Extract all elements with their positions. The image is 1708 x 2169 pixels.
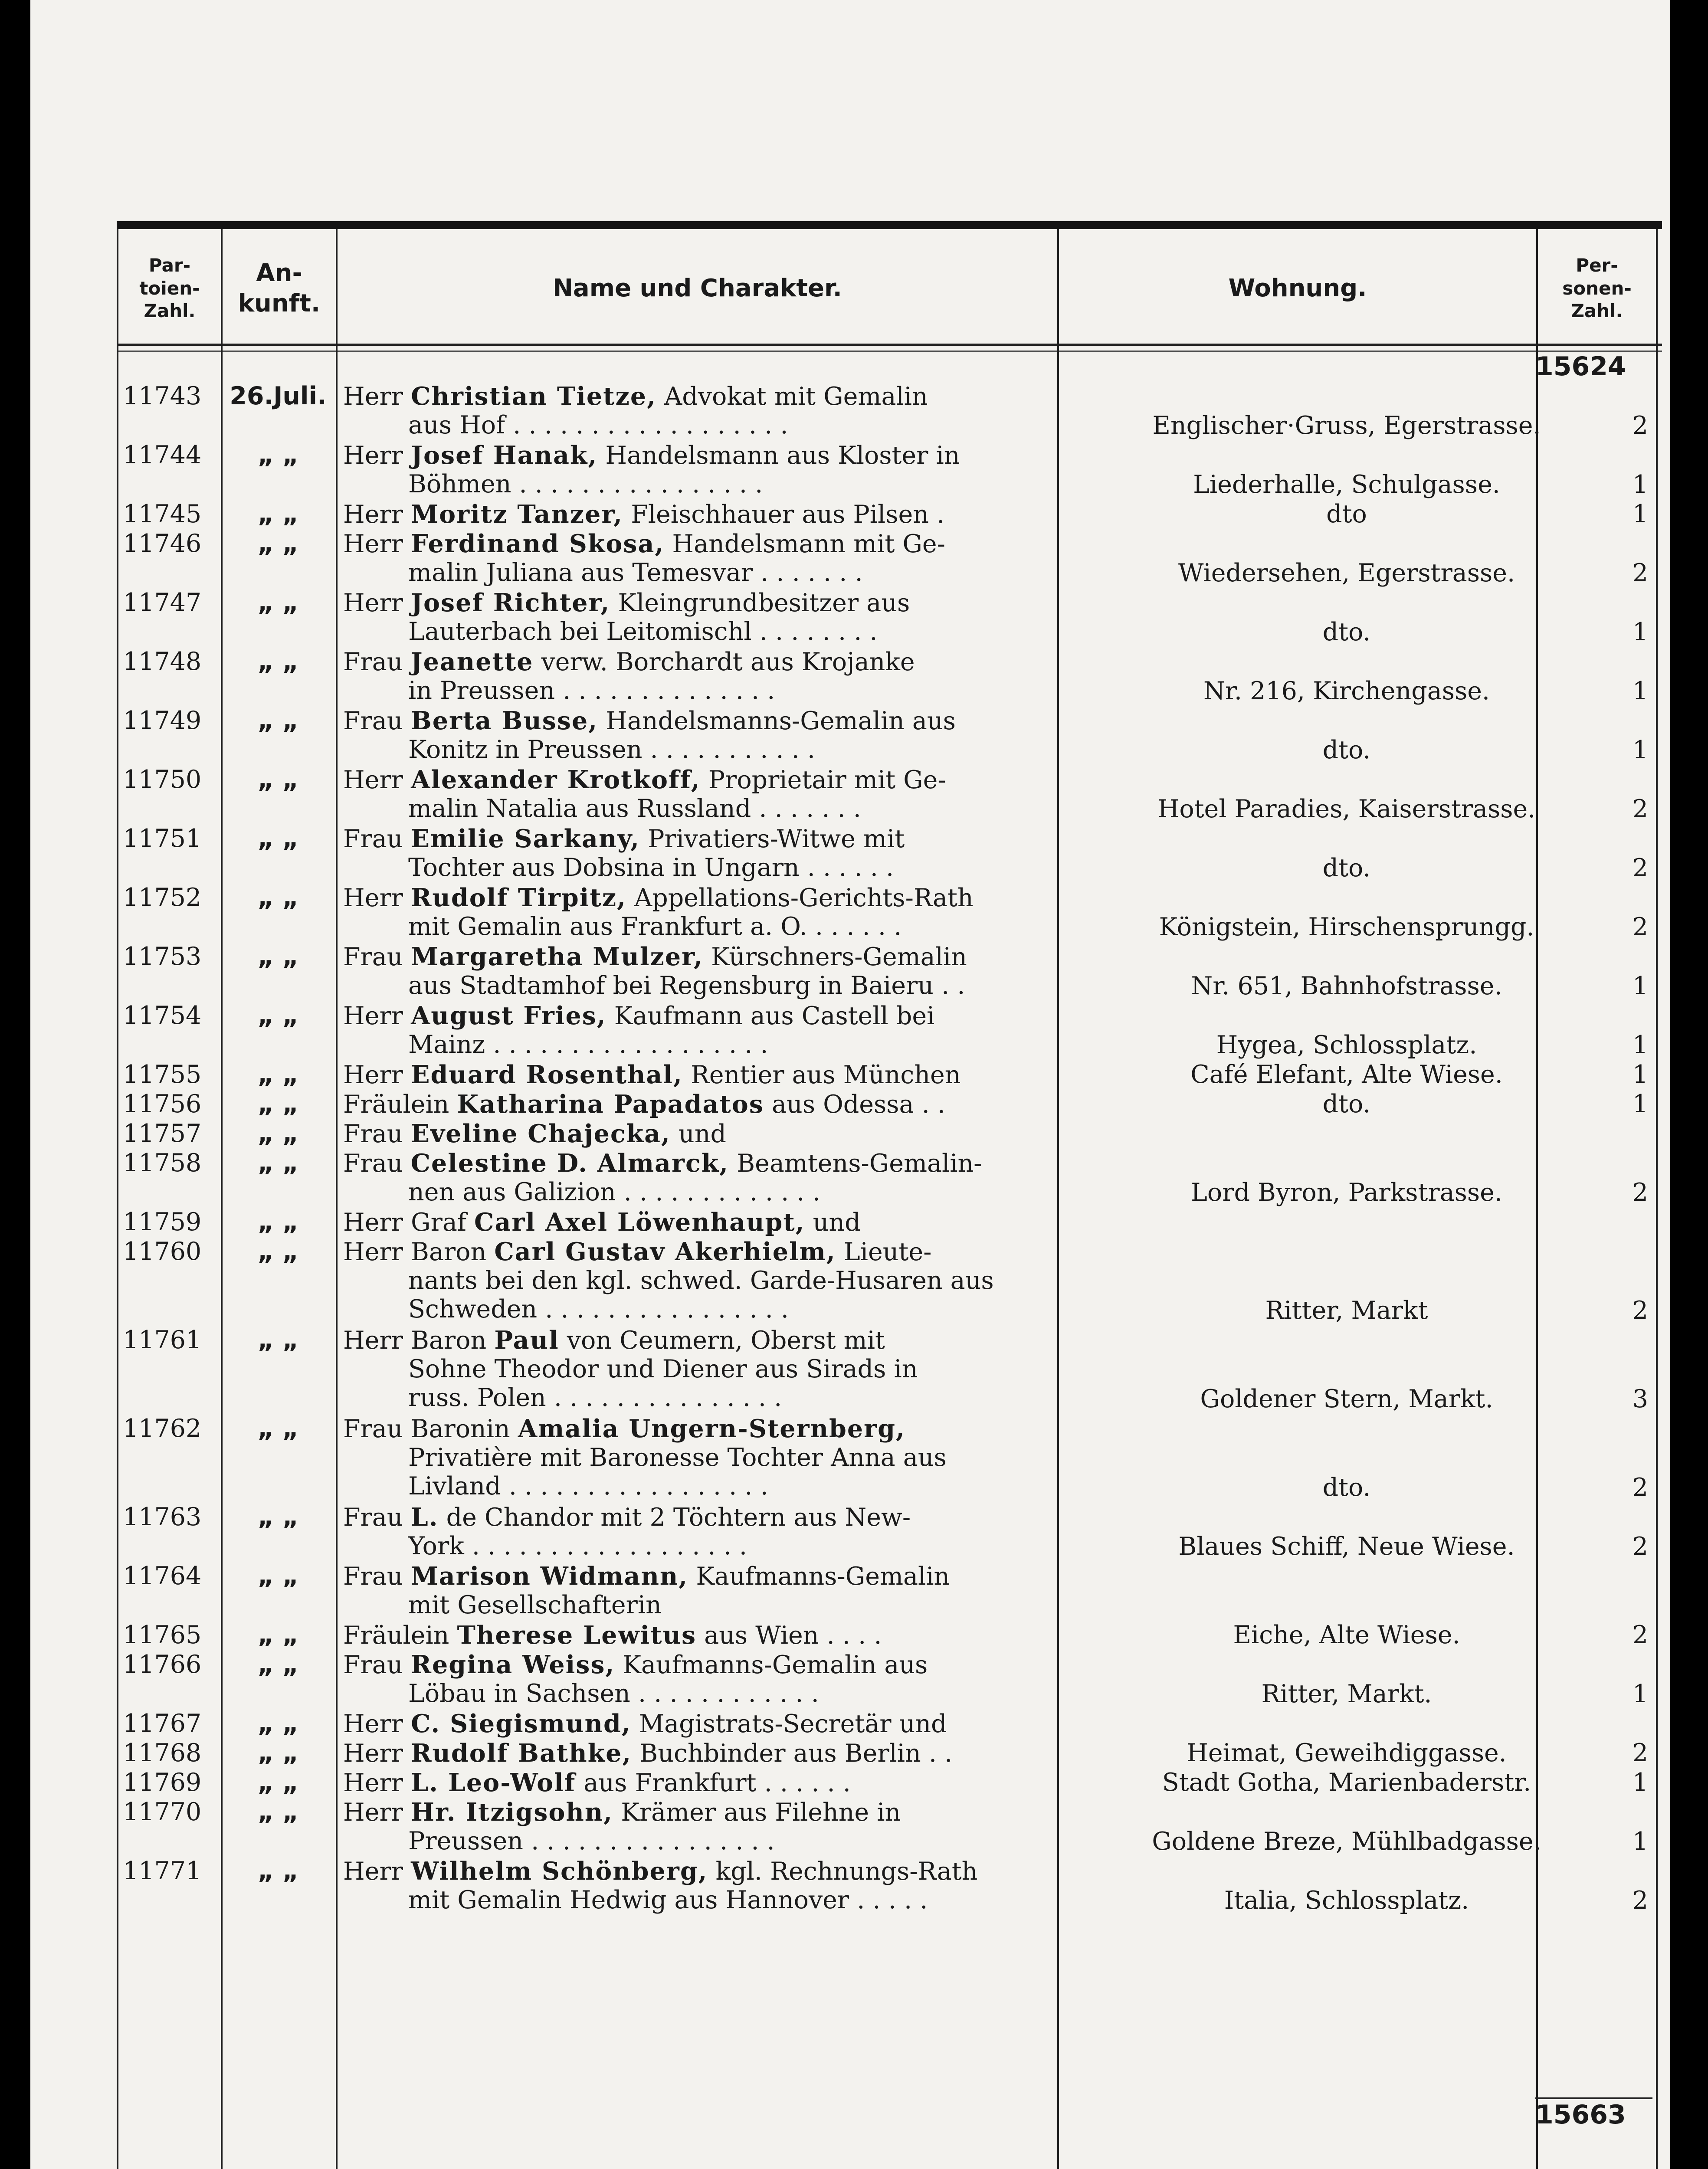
entry-name-character: Frau Berta Busse, Handelsmanns-Gemalin aus Konitz in Preussen . . . . . . . . . . . (343, 706, 956, 764)
entry-number: 11756 (123, 1090, 202, 1118)
entry-number: 11764 (123, 1562, 202, 1590)
entry-persons: 1 (1632, 1768, 1648, 1797)
entry-arrival: „ „ (257, 765, 299, 794)
entry-persons: 3 (1632, 1385, 1648, 1413)
table-row (117, 382, 1662, 441)
entry-arrival: „ „ (257, 1208, 299, 1236)
table-row (117, 1208, 1662, 1237)
entry-number: 11750 (123, 765, 202, 794)
table-row (117, 942, 1662, 1001)
entry-wohnung: dto (1326, 500, 1367, 528)
entry-number: 11767 (123, 1709, 202, 1738)
table-row (117, 1650, 1662, 1709)
table-row (117, 441, 1662, 500)
table-row (117, 1503, 1662, 1562)
entry-name-character: Frau Celestine D. Almarck, Beamtens-Gemalin- nen aus Galizion . . . . . . . . . . . . . (343, 1149, 982, 1206)
entry-wohnung: Ritter, Markt. (1261, 1680, 1432, 1708)
entry-wohnung: Nr. 651, Bahnhofstrasse. (1191, 972, 1502, 1000)
entry-arrival: „ „ (257, 1237, 299, 1266)
entry-number: 11755 (123, 1060, 202, 1089)
entry-arrival: „ „ (257, 500, 299, 528)
header-wohnung: Wohnung. (1228, 274, 1367, 302)
entry-wohnung: dto. (1322, 736, 1371, 764)
entry-number: 11744 (123, 441, 202, 469)
register-page (30, 0, 1670, 2169)
table-row (117, 1414, 1662, 1503)
entry-persons: 2 (1632, 1473, 1648, 1502)
table-row (117, 1857, 1662, 1916)
entry-wohnung: Heimat, Geweihdiggasse. (1187, 1739, 1507, 1767)
entry-persons: 2 (1632, 1621, 1648, 1649)
entry-persons: 2 (1632, 1886, 1648, 1915)
entry-wohnung: dto. (1322, 1090, 1371, 1118)
entry-arrival: „ „ (257, 1798, 299, 1826)
header-name-charakter: Name und Charakter. (553, 274, 842, 302)
entry-name-character: Herr Hr. Itzigsohn, Krämer aus Filehne in Preussen . . . . . . . . . . . . . . . . (343, 1798, 901, 1855)
header-rule-secondary (117, 351, 1662, 352)
table-row (117, 1326, 1662, 1414)
entry-number: 11743 (123, 382, 202, 410)
entry-arrival: „ „ (257, 588, 299, 617)
entry-number: 11769 (123, 1768, 202, 1797)
entry-arrival: „ „ (257, 1090, 299, 1118)
entry-wohnung: Stadt Gotha, Marienbaderstr. (1162, 1768, 1531, 1797)
table-row (117, 1001, 1662, 1060)
entry-name-character: Herr Josef Hanak, Handelsmann aus Kloster in Böhmen . . . . . . . . . . . . . . . . (343, 441, 960, 498)
entry-name-character: Frau Baronin Amalia Ungern-Sternberg, Privatière mit Baronesse Tochter Anna aus Livland . . . . . . . . . . . . . . . . . (343, 1414, 947, 1501)
entry-number: 11746 (123, 529, 202, 558)
sum-rule (1535, 2097, 1652, 2099)
entry-arrival: 26.Juli. (229, 382, 327, 410)
entry-number: 11770 (123, 1798, 202, 1826)
entry-name-character: Frau Eveline Chajecka, und (343, 1119, 726, 1148)
entry-wohnung: Eiche, Alte Wiese. (1233, 1621, 1460, 1649)
entry-arrival: „ „ (257, 647, 299, 676)
entry-persons: 1 (1632, 1680, 1648, 1708)
entry-name-character: Frau Marison Widmann, Kaufmanns-Gemalin mit Gesellschafterin (343, 1562, 950, 1619)
entry-number: 11763 (123, 1503, 202, 1531)
entry-name-character: Herr Alexander Krotkoff, Proprietair mit Ge- malin Natalia aus Russland . . . . . . . (343, 765, 946, 823)
entry-persons: 2 (1632, 559, 1648, 587)
entry-arrival: „ „ (257, 1001, 299, 1030)
entry-name-character: Frau Emilie Sarkany, Privatiers-Witwe mit Tochter aus Dobsina in Ungarn . . . . . . (343, 824, 905, 882)
entry-arrival: „ „ (257, 824, 299, 853)
table-row (117, 1060, 1662, 1090)
entry-name-character: Herr Christian Tietze, Advokat mit Gemalin aus Hof . . . . . . . . . . . . . . . . . . (343, 382, 928, 439)
entry-arrival: „ „ (257, 942, 299, 971)
entry-wohnung: Goldene Breze, Mühlbadgasse. (1152, 1827, 1541, 1856)
entry-name-character: Herr August Fries, Kaufmann aus Castell bei Mainz . . . . . . . . . . . . . . . . . . (343, 1001, 935, 1059)
table-row (117, 1768, 1662, 1798)
entry-persons: 1 (1632, 618, 1648, 646)
table-row (117, 1739, 1662, 1768)
entry-number: 11745 (123, 500, 202, 528)
entry-name-character: Herr Eduard Rosenthal, Rentier aus München (343, 1060, 961, 1089)
entry-wohnung: Ritter, Markt (1265, 1296, 1428, 1325)
entry-name-character: Frau Jeanette verw. Borchardt aus Krojanke in Preussen . . . . . . . . . . . . . . (343, 647, 915, 705)
table-row (117, 500, 1662, 529)
entry-persons: 1 (1632, 972, 1648, 1000)
entry-persons: 1 (1632, 1827, 1648, 1856)
entry-number: 11766 (123, 1650, 202, 1679)
entry-arrival: „ „ (257, 1119, 299, 1148)
entry-wohnung: Königstein, Hirschensprungg. (1159, 913, 1534, 941)
entry-arrival: „ „ (257, 706, 299, 735)
entry-number: 11761 (123, 1326, 202, 1354)
entry-name-character: Herr Baron Paul von Ceumern, Oberst mit Sohne Theodor und Diener aus Sirads in russ. Polen . . . . . . . . . . . . . . . (343, 1326, 918, 1412)
entry-wohnung: Café Elefant, Alte Wiese. (1190, 1060, 1503, 1089)
table-row (117, 706, 1662, 765)
entry-persons: 2 (1632, 411, 1648, 440)
entry-name-character: Herr Josef Richter, Kleingrundbesitzer aus Lauterbach bei Leitomischl . . . . . . . . (343, 588, 910, 646)
table-row (117, 1709, 1662, 1739)
guest-register-table (117, 221, 1662, 2169)
entry-name-character: Fräulein Therese Lewitus aus Wien . . . . (343, 1621, 882, 1650)
entry-number: 11753 (123, 942, 202, 971)
entry-wohnung: dto. (1322, 618, 1371, 646)
entry-persons: 1 (1632, 736, 1648, 764)
entry-name-character: Herr Wilhelm Schönberg, kgl. Rechnungs-Rath mit Gemalin Hedwig aus Hannover . . . . . (343, 1857, 978, 1914)
entry-name-character: Frau L. de Chandor mit 2 Töchtern aus New- York . . . . . . . . . . . . . . . . . . (343, 1503, 911, 1560)
entry-persons: 1 (1632, 500, 1648, 528)
entry-persons: 1 (1632, 470, 1648, 499)
entry-wohnung: Englischer·Gruss, Egerstrasse. (1152, 411, 1541, 440)
entry-persons: 1 (1632, 1090, 1648, 1118)
entry-name-character: Frau Regina Weiss, Kaufmanns-Gemalin aus Löbau in Sachsen . . . . . . . . . . . . (343, 1650, 928, 1708)
entry-wohnung: Goldener Stern, Markt. (1200, 1385, 1493, 1413)
entry-number: 11749 (123, 706, 202, 735)
entry-wohnung: Blaues Schiff, Neue Wiese. (1178, 1532, 1515, 1561)
entry-wohnung: dto. (1322, 854, 1371, 882)
entry-number: 11748 (123, 647, 202, 676)
entry-arrival: „ „ (257, 441, 299, 469)
table-row (117, 765, 1662, 824)
entry-name-character: Fräulein Katharina Papadatos aus Odessa . . (343, 1090, 945, 1119)
entry-name-character: Herr Graf Carl Axel Löwenhaupt, und (343, 1208, 861, 1237)
entry-persons: 2 (1632, 1296, 1648, 1325)
entry-number: 11752 (123, 883, 202, 912)
header-rule (117, 344, 1662, 346)
entry-number: 11754 (123, 1001, 202, 1030)
entry-arrival: „ „ (257, 1149, 299, 1177)
entry-number: 11768 (123, 1739, 202, 1767)
entry-number: 11759 (123, 1208, 202, 1236)
entry-persons: 1 (1632, 677, 1648, 705)
table-row (117, 1149, 1662, 1208)
header-parteien-zahl: Par- toien- Zahl. (139, 255, 200, 322)
entry-arrival: „ „ (257, 1650, 299, 1679)
entry-wohnung: Lord Byron, Parkstrasse. (1191, 1178, 1502, 1207)
entry-persons: 2 (1632, 1532, 1648, 1561)
header-ankunft: An- kunft. (238, 259, 321, 318)
entry-wohnung: Liederhalle, Schulgasse. (1193, 470, 1500, 499)
entry-number: 11757 (123, 1119, 202, 1148)
entry-arrival: „ „ (257, 1739, 299, 1767)
entry-persons: 1 (1632, 1060, 1648, 1089)
entry-arrival: „ „ (257, 1060, 299, 1089)
entry-persons: 2 (1632, 1178, 1648, 1207)
table-row (117, 588, 1662, 647)
entry-persons: 1 (1632, 1031, 1648, 1059)
table-row (117, 529, 1662, 588)
entry-name-character: Herr Baron Carl Gustav Akerhielm, Lieute- nants bei den kgl. schwed. Garde-Husaren aus Schweden . . . . . . . . . . . . . . . . (343, 1237, 994, 1324)
entry-number: 11762 (123, 1414, 202, 1443)
top-rule (117, 221, 1662, 229)
entry-number: 11747 (123, 588, 202, 617)
table-row (117, 1119, 1662, 1149)
table-row (117, 1090, 1662, 1119)
entry-arrival: „ „ (257, 1768, 299, 1797)
entry-arrival: „ „ (257, 1709, 299, 1738)
entry-wohnung: Nr. 216, Kirchengasse. (1203, 677, 1490, 705)
entry-arrival: „ „ (257, 1857, 299, 1885)
entry-number: 11758 (123, 1149, 202, 1177)
entry-number: 11751 (123, 824, 202, 853)
entry-persons: 2 (1632, 1739, 1648, 1767)
entry-name-character: Herr Ferdinand Skosa, Handelsmann mit Ge- malin Juliana aus Temesvar . . . . . . . (343, 529, 945, 587)
entry-arrival: „ „ (257, 1326, 299, 1354)
entry-number: 11765 (123, 1621, 202, 1649)
entry-name-character: Herr Rudolf Tirpitz, Appellations-Gerichts-Rath mit Gemalin aus Frankfurt a. O. . . . . . . (343, 883, 974, 941)
entry-arrival: „ „ (257, 1503, 299, 1531)
entry-name-character: Frau Margaretha Mulzer, Kürschners-Gemalin aus Stadtamhof bei Regensburg in Baieru . . (343, 942, 967, 1000)
table-row (117, 1237, 1662, 1326)
entry-wohnung: Italia, Schlossplatz. (1224, 1886, 1469, 1915)
table-row (117, 1621, 1662, 1650)
entry-persons: 2 (1632, 795, 1648, 823)
entry-wohnung: dto. (1322, 1473, 1371, 1502)
sum-total: 15663 (1535, 2100, 1626, 2130)
carried-total: 15624 (1535, 351, 1626, 382)
table-row (117, 1798, 1662, 1857)
table-row (117, 883, 1662, 942)
entry-persons: 2 (1632, 854, 1648, 882)
entry-name-character: Herr Moritz Tanzer, Fleischhauer aus Pilsen . (343, 500, 945, 529)
entry-name-character: Herr Rudolf Bathke, Buchbinder aus Berlin . . (343, 1739, 953, 1768)
entry-name-character: Herr C. Siegismund, Magistrats-Secretär und (343, 1709, 947, 1738)
entry-number: 11760 (123, 1237, 202, 1266)
entry-arrival: „ „ (257, 1621, 299, 1649)
entry-number: 11771 (123, 1857, 202, 1885)
entry-persons: 2 (1632, 913, 1648, 941)
entry-wohnung: Hotel Paradies, Kaiserstrasse. (1157, 795, 1536, 823)
entry-arrival: „ „ (257, 529, 299, 558)
table-row (117, 1562, 1662, 1621)
entry-arrival: „ „ (257, 1414, 299, 1443)
entry-name-character: Herr L. Leo-Wolf aus Frankfurt . . . . . . (343, 1768, 851, 1797)
header-personen-zahl: Per- sonen- Zahl. (1562, 255, 1632, 322)
entry-arrival: „ „ (257, 883, 299, 912)
table-row (117, 824, 1662, 883)
table-row (117, 647, 1662, 706)
entry-wohnung: Hygea, Schlossplatz. (1216, 1031, 1477, 1059)
entry-wohnung: Wiedersehen, Egerstrasse. (1178, 559, 1515, 587)
entry-arrival: „ „ (257, 1562, 299, 1590)
